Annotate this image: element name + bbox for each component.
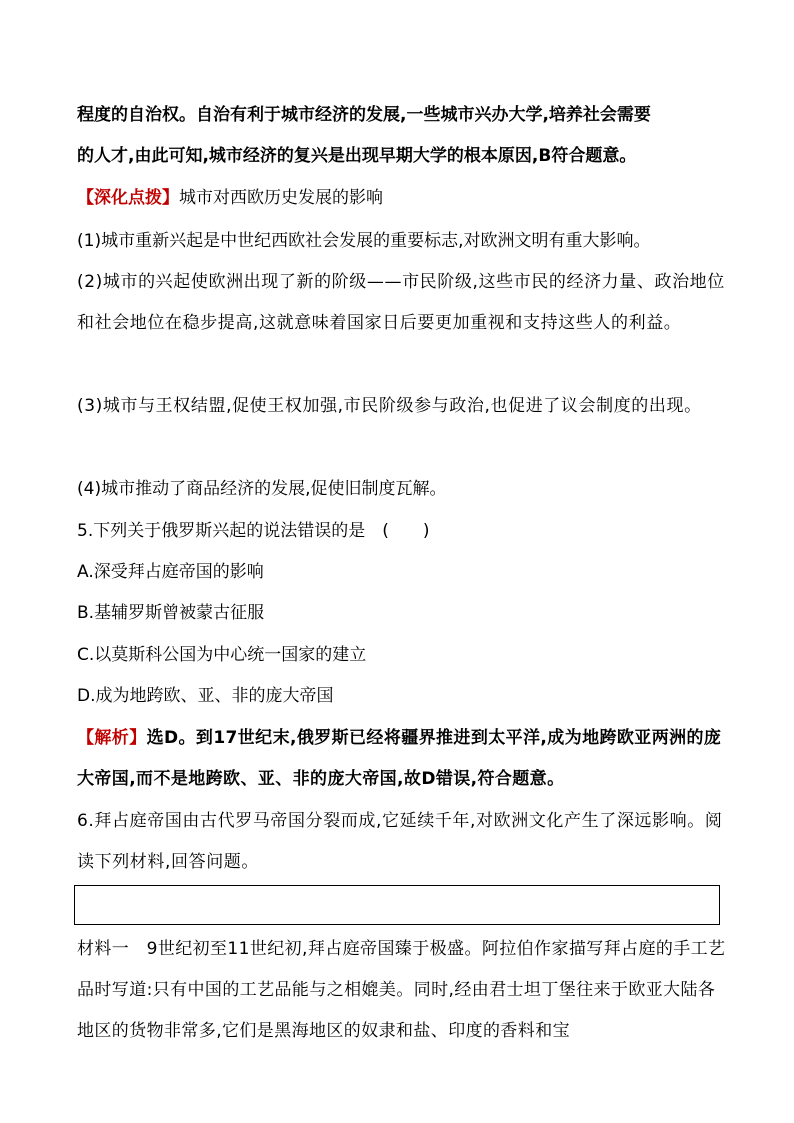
deepen-point-heading — [77, 178, 727, 219]
question-6-stem: 6.拜占庭帝国由古代罗马帝国分裂而成,它延续千年,对欧洲文化产生了深远影响。阅读下列材料,回答问题。 — [77, 811, 723, 872]
analysis-text: 选D。到17世纪末,俄罗斯已经将疆界推进到太平洋,成为地跨欧亚两洲的庞大帝国,而不是地跨欧、亚、非的庞大帝国,故D错误,符合题意。 — [77, 728, 722, 789]
deepen-point-1: (1)城市重新兴起是中世纪西欧社会发展的重要标志,对欧洲文明有重大影响。 — [77, 231, 651, 251]
question-6-material-1: 材料一 9世纪初至11世纪初,拜占庭帝国臻于极盛。阿拉伯作家描写拜占庭的手工艺品时写道:只有中国的工艺品能与之相媲美。同时,经由君士坦丁堡往来于欧亚大陆各地区的货物非常多,它们是黑海地区的奴隶和盐、印度的香料和宝 — [77, 939, 726, 1041]
text-line: 的人才,由此可知,城市经济的复兴是出现早期大学的根本原因,B符合题意。 — [77, 146, 637, 166]
analysis-tag: 【解析】 — [77, 728, 147, 748]
question-5-analysis — [77, 718, 727, 800]
deepen-tag: 【深化点拨】 — [77, 188, 179, 208]
question-5-stem: 5.下列关于俄罗斯兴起的说法错误的是 ( ) — [77, 521, 430, 541]
deepen-point-2: (2)城市的兴起使欧洲出现了新的阶级——市民阶级,这些市民的经济力量、政治地位和社会地位在稳步提高,这就意味着国家日后要更加重视和支持这些人的利益。 — [77, 272, 725, 333]
question-5-option-b: B.基辅罗斯曾被蒙古征服 — [77, 603, 265, 623]
question-5-option-a: A.深受拜占庭帝国的影响 — [77, 562, 264, 582]
paragraph-answer-end — [77, 95, 727, 177]
deepen-point-4: (4)城市推动了商品经济的发展,促使旧制度瓦解。 — [77, 479, 447, 499]
text-line: 程度的自治权。自治有利于城市经济的发展,一些城市兴办大学,培养社会需要 — [77, 105, 651, 125]
question-5-option-d: D.成为地跨欧、亚、非的庞大帝国 — [77, 686, 334, 706]
deepen-title: 城市对西欧历史发展的影响 — [179, 188, 383, 208]
empty-material-box — [74, 885, 720, 925]
deepen-point-3: (3)城市与王权结盟,促使王权加强,市民阶级参与政治,也促进了议会制度的出现。 — [77, 396, 702, 416]
question-5-option-c: C.以莫斯科公国为中心统一国家的建立 — [77, 645, 367, 665]
